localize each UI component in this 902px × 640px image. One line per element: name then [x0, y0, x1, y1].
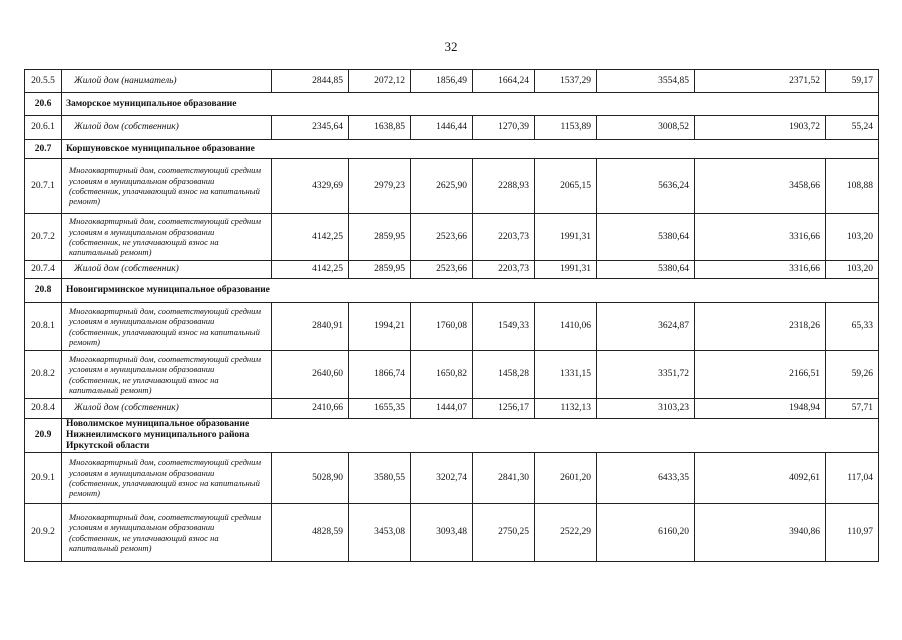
row-code: 20.7.2 — [25, 214, 62, 261]
value-cell: 2410,66 — [272, 399, 349, 419]
value-cell: 2859,95 — [349, 214, 411, 261]
row-code: 20.8 — [25, 279, 62, 303]
value-cell: 3008,52 — [597, 116, 695, 140]
value-cell: 1256,17 — [473, 399, 535, 419]
value-cell: 55,24 — [826, 116, 879, 140]
section-title: Новоигирминское муниципальное образование — [62, 279, 879, 303]
value-cell: 4329,69 — [272, 159, 349, 214]
value-cell: 1991,31 — [535, 261, 597, 279]
table-row — [25, 453, 879, 504]
section-row — [25, 419, 879, 453]
table-row — [25, 504, 879, 562]
row-description: Многоквартирный дом, соответствующий средним условиям в муниципальном образовании (собственник, не уплачивающий взнос на капитальный ремонт) — [62, 214, 272, 261]
table-row — [25, 399, 879, 419]
row-description: Жилой дом (собственник) — [62, 399, 272, 419]
row-description: Жилой дом (собственник) — [62, 116, 272, 140]
value-cell: 108,88 — [826, 159, 879, 214]
value-cell: 1331,15 — [535, 351, 597, 399]
row-code: 20.7 — [25, 140, 62, 159]
value-cell: 2288,93 — [473, 159, 535, 214]
value-cell: 2065,15 — [535, 159, 597, 214]
value-cell: 2840,91 — [272, 303, 349, 351]
table-row — [25, 303, 879, 351]
value-cell: 2601,20 — [535, 453, 597, 504]
value-cell: 3093,48 — [411, 504, 473, 562]
row-code: 20.8.4 — [25, 399, 62, 419]
value-cell: 3103,23 — [597, 399, 695, 419]
value-cell: 2640,60 — [272, 351, 349, 399]
row-code: 20.9 — [25, 419, 62, 453]
value-cell: 2625,90 — [411, 159, 473, 214]
value-cell: 1948,94 — [695, 399, 826, 419]
value-cell: 2841,30 — [473, 453, 535, 504]
value-cell: 5380,64 — [597, 261, 695, 279]
row-description: Жилой дом (наниматель) — [62, 70, 272, 93]
value-cell: 1655,35 — [349, 399, 411, 419]
value-cell: 2859,95 — [349, 261, 411, 279]
row-description: Многоквартирный дом, соответствующий средним условиям в муниципальном образовании (собственник, не уплачивающий взнос на капитальный ремонт) — [62, 504, 272, 562]
value-cell: 3351,72 — [597, 351, 695, 399]
value-cell: 3554,85 — [597, 70, 695, 93]
section-title: Заморское муниципальное образование — [62, 93, 879, 116]
value-cell: 2203,73 — [473, 261, 535, 279]
table-row — [25, 116, 879, 140]
value-cell: 2166,51 — [695, 351, 826, 399]
value-cell: 3202,74 — [411, 453, 473, 504]
value-cell: 1650,82 — [411, 351, 473, 399]
section-title: Новолимское муниципальное образование Нижнеилимского муниципального района Иркутской области — [62, 419, 879, 453]
value-cell: 4142,25 — [272, 214, 349, 261]
value-cell: 57,71 — [826, 399, 879, 419]
value-cell: 59,17 — [826, 70, 879, 93]
value-cell: 2345,64 — [272, 116, 349, 140]
value-cell: 1994,21 — [349, 303, 411, 351]
value-cell: 4142,25 — [272, 261, 349, 279]
value-cell: 65,33 — [826, 303, 879, 351]
row-description: Многоквартирный дом, соответствующий средним условиям в муниципальном образовании (собственник, не уплачивающий взнос на капитальный ремонт) — [62, 351, 272, 399]
value-cell: 1856,49 — [411, 70, 473, 93]
tariff-table — [24, 69, 879, 562]
value-cell: 2318,26 — [695, 303, 826, 351]
row-description: Многоквартирный дом, соответствующий средним условиям в муниципальном образовании (собственник, уплачивающий взнос на капитальный ремонт) — [62, 159, 272, 214]
value-cell: 5636,24 — [597, 159, 695, 214]
value-cell: 6160,20 — [597, 504, 695, 562]
value-cell: 1410,06 — [535, 303, 597, 351]
table-row — [25, 214, 879, 261]
value-cell: 1664,24 — [473, 70, 535, 93]
row-code: 20.8.2 — [25, 351, 62, 399]
row-description: Многоквартирный дом, соответствующий средним условиям в муниципальном образовании (собственник, уплачивающий взнос на капитальный ремонт) — [62, 453, 272, 504]
value-cell: 110,97 — [826, 504, 879, 562]
table-row — [25, 261, 879, 279]
value-cell: 3316,66 — [695, 261, 826, 279]
row-code: 20.6 — [25, 93, 62, 116]
value-cell: 103,20 — [826, 261, 879, 279]
value-cell: 1638,85 — [349, 116, 411, 140]
section-row — [25, 93, 879, 116]
value-cell: 1153,89 — [535, 116, 597, 140]
value-cell: 1132,13 — [535, 399, 597, 419]
value-cell: 3624,87 — [597, 303, 695, 351]
row-code: 20.9.2 — [25, 504, 62, 562]
value-cell: 59,26 — [826, 351, 879, 399]
table-row — [25, 159, 879, 214]
value-cell: 2072,12 — [349, 70, 411, 93]
row-code: 20.7.1 — [25, 159, 62, 214]
value-cell: 2523,66 — [411, 214, 473, 261]
value-cell: 103,20 — [826, 214, 879, 261]
value-cell: 2750,25 — [473, 504, 535, 562]
value-cell: 5380,64 — [597, 214, 695, 261]
value-cell: 3316,66 — [695, 214, 826, 261]
value-cell: 5028,90 — [272, 453, 349, 504]
value-cell: 4828,59 — [272, 504, 349, 562]
table-row — [25, 70, 879, 93]
value-cell: 1549,33 — [473, 303, 535, 351]
value-cell: 2522,29 — [535, 504, 597, 562]
value-cell: 2844,85 — [272, 70, 349, 93]
value-cell: 3458,66 — [695, 159, 826, 214]
value-cell: 1991,31 — [535, 214, 597, 261]
row-code: 20.5.5 — [25, 70, 62, 93]
value-cell: 3580,55 — [349, 453, 411, 504]
value-cell: 6433,35 — [597, 453, 695, 504]
row-code: 20.7.4 — [25, 261, 62, 279]
value-cell: 1866,74 — [349, 351, 411, 399]
value-cell: 4092,61 — [695, 453, 826, 504]
row-description: Многоквартирный дом, соответствующий средним условиям в муниципальном образовании (собственник, уплачивающий взнос на капитальный ремонт) — [62, 303, 272, 351]
value-cell: 1458,28 — [473, 351, 535, 399]
value-cell: 117,04 — [826, 453, 879, 504]
value-cell: 1446,44 — [411, 116, 473, 140]
value-cell: 2371,52 — [695, 70, 826, 93]
row-code: 20.9.1 — [25, 453, 62, 504]
value-cell: 1537,29 — [535, 70, 597, 93]
value-cell: 2523,66 — [411, 261, 473, 279]
table-body — [25, 70, 879, 562]
value-cell: 1903,72 — [695, 116, 826, 140]
row-description: Жилой дом (собственник) — [62, 261, 272, 279]
row-code: 20.8.1 — [25, 303, 62, 351]
value-cell: 1444,07 — [411, 399, 473, 419]
value-cell: 1270,39 — [473, 116, 535, 140]
section-row — [25, 279, 879, 303]
value-cell: 3453,08 — [349, 504, 411, 562]
page-number: 32 — [444, 39, 458, 54]
section-row — [25, 140, 879, 159]
value-cell: 3940,86 — [695, 504, 826, 562]
value-cell: 2979,23 — [349, 159, 411, 214]
table-row — [25, 351, 879, 399]
row-code: 20.6.1 — [25, 116, 62, 140]
value-cell: 1760,08 — [411, 303, 473, 351]
value-cell: 2203,73 — [473, 214, 535, 261]
section-title: Коршуновское муниципальное образование — [62, 140, 879, 159]
